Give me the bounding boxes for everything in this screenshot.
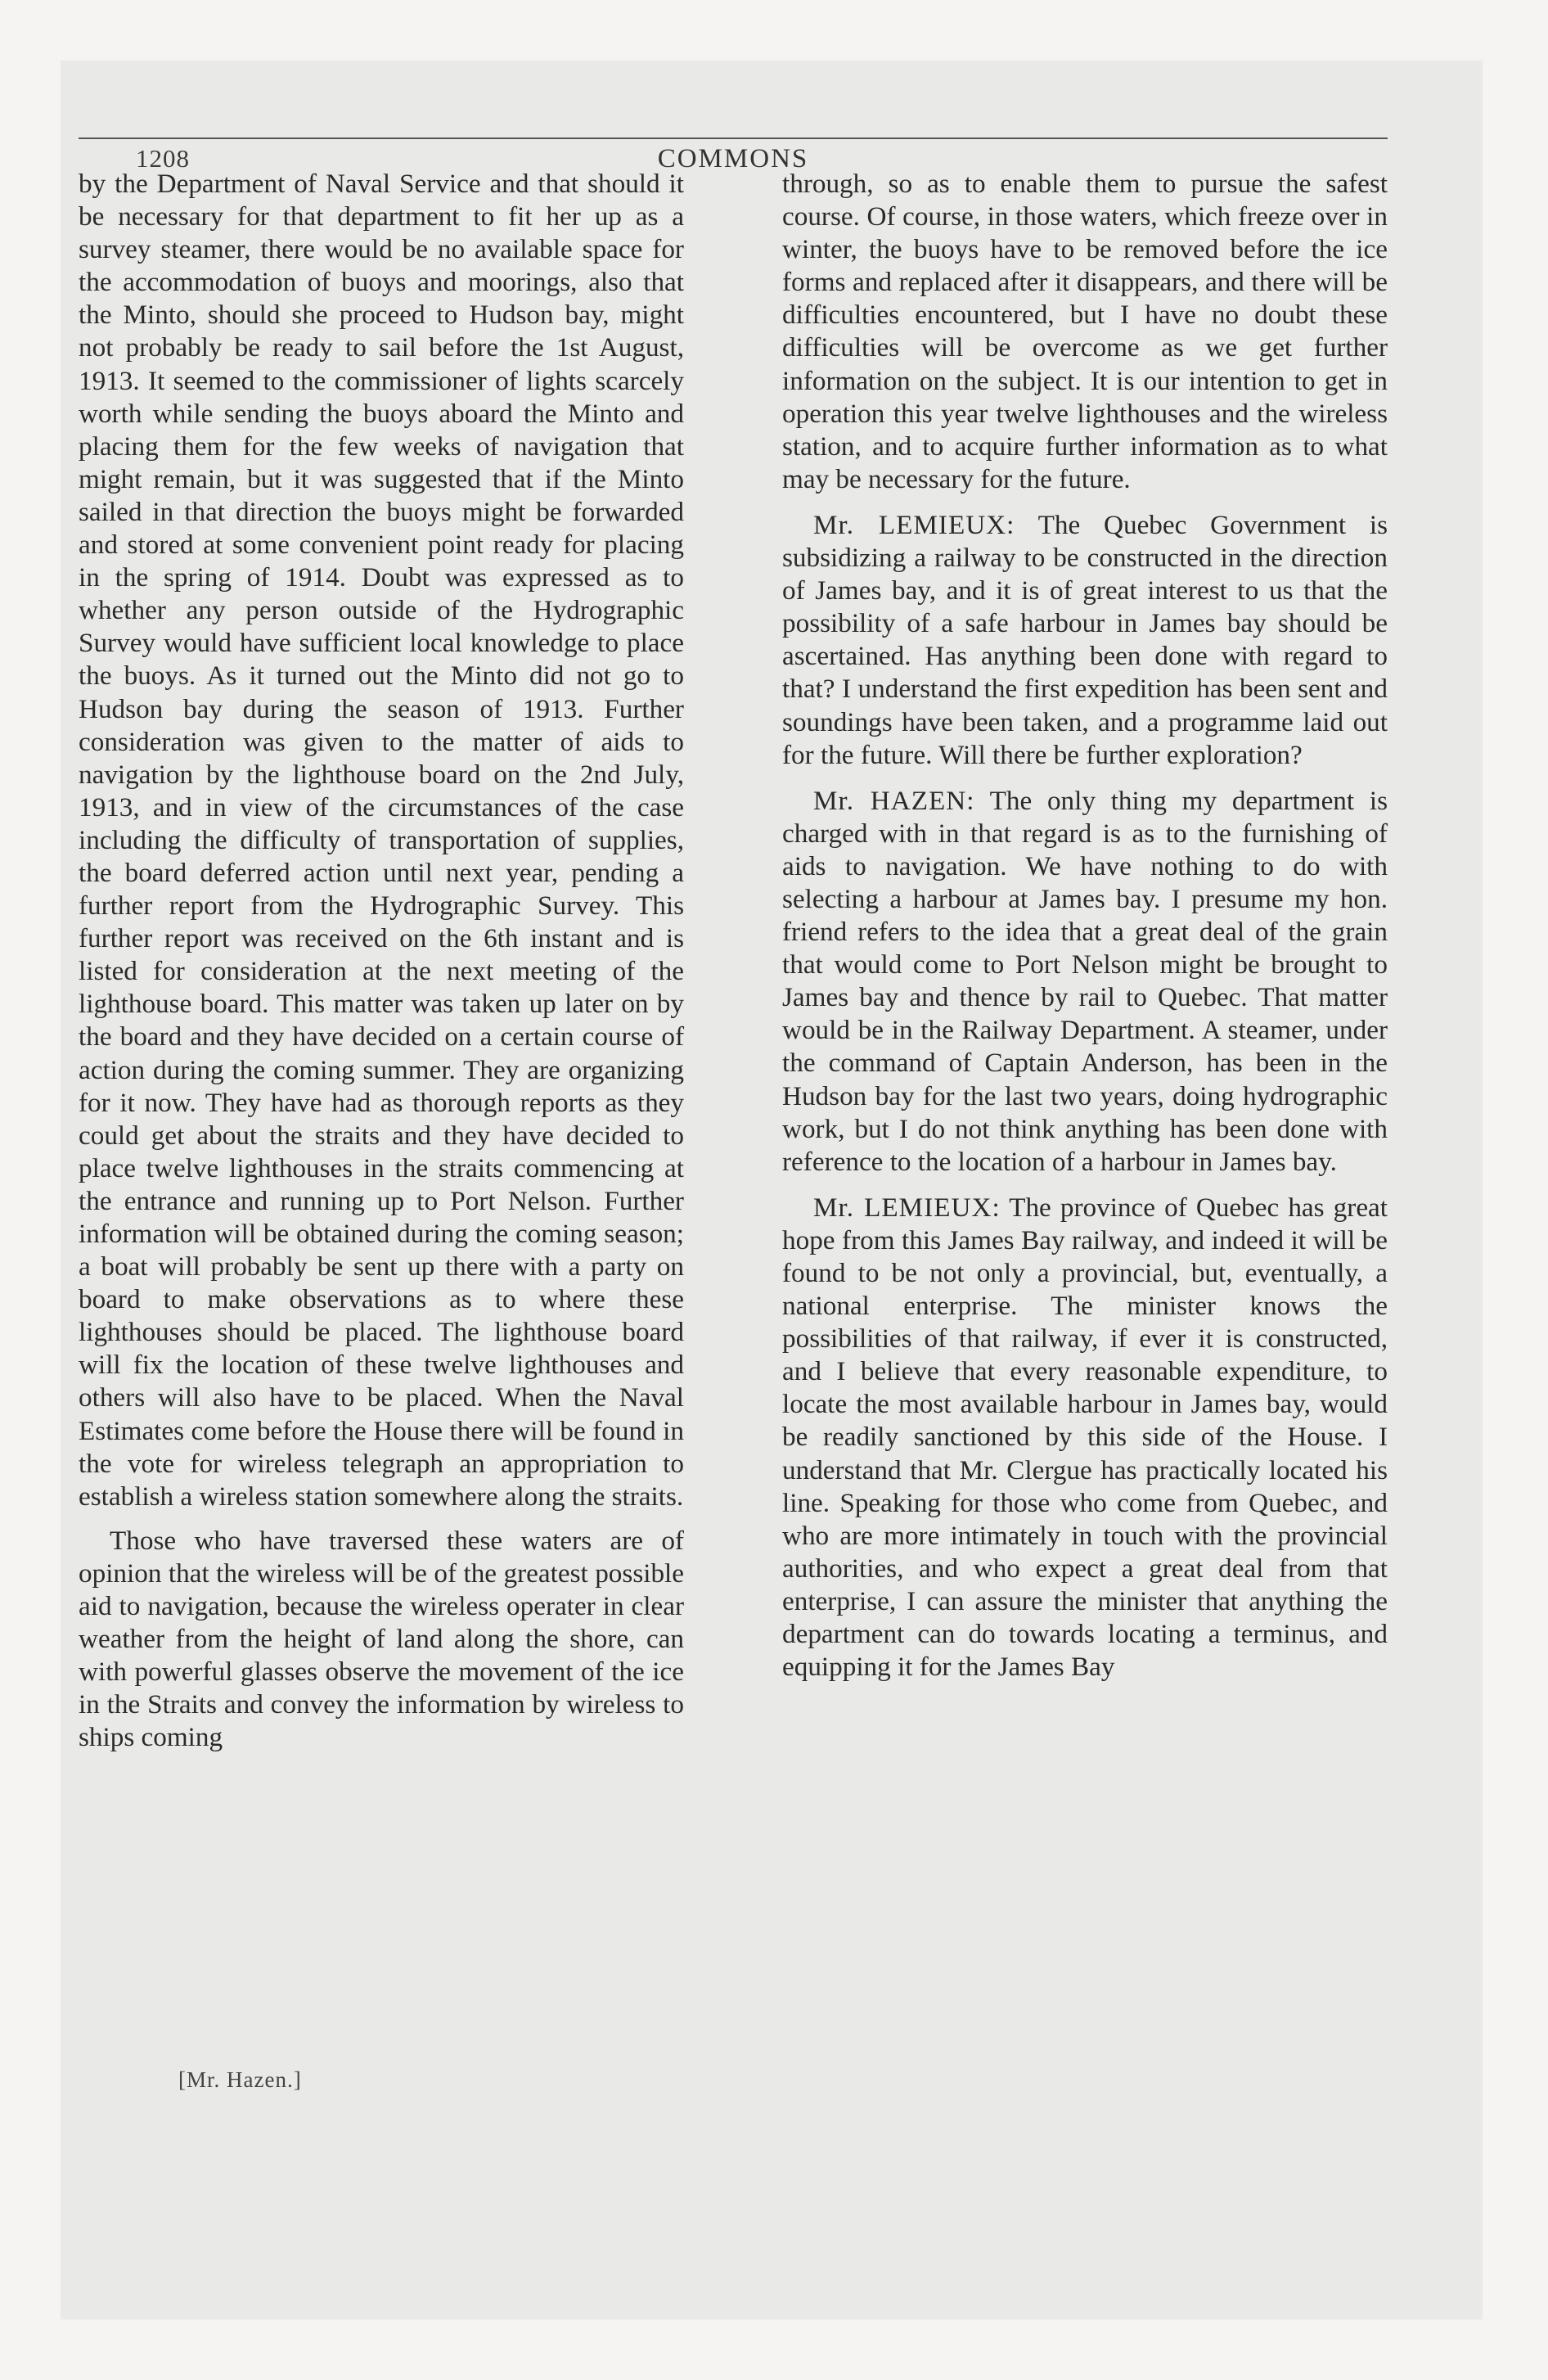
header-rule (79, 137, 1388, 139)
speech-lemieux-2 (782, 1192, 1388, 1684)
left-paragraph-1: by the Department of Naval Service and that should it be necessary for that department to fit her up as a survey steamer, there would be no available space for the accommodation of buoys and moorings, also that the Minto, should she proceed to Hudson bay, might not probably be ready to sail before the 1st August, 1913. It seemed to the commissioner of lights scarcely worth while sending the buoys aboard the Minto and placing them for the few weeks of navigation that might remain, but it was suggested that if the Minto sailed in that direction the buoys might be forwarded and stored at some convenient point ready for placing in the spring of 1914. Doubt was expressed as to whether any person outside of the Hydrographic Survey would have sufficient local knowledge to place the buoys. As it turned out the Minto did not go to Hudson bay during the season of 1913. Further consideration was given to the matter of aids to navigation by the lighthouse board on the 2nd July, 1913, and in view of the circumstances of the case including the difficulty of transportation of supplies, the board deferred action until next year, pending a further report from the Hydrographic Survey. This further report was received on the 6th instant and is listed for consideration at the next meeting of the lighthouse board. This matter was taken up later on by the board and they have decided on a certain course of action during the coming summer. They are organizing for it now. They have had as thorough reports as they could get about the straits and they have decided to place twelve lighthouses in the straits commencing at the entrance and running up to Port Nelson. Further information will be obtained during the coming season; a boat will probably be sent up there with a party on board to make observations as to where these lighthouses should be placed. The lighthouse board will fix the location of these twelve lighthouses and others will also have to be placed. When the Naval Estimates come before the House there will be found in the vote for wireless telegraph an appropriation to establish a wireless station somewhere along the straits. (79, 169, 684, 1512)
speech-lemieux-1 (782, 509, 1388, 772)
speech-hazen (782, 785, 1388, 1179)
speaker-name: Mr. LEMIEUX: (813, 1192, 1001, 1223)
speaker-name: Mr. HAZEN: (813, 785, 975, 816)
speech-text: The Quebec Government is subsidizing a railway to be constructed in the direction of James bay, and it is of great interest to us that the possibility of a safe harbour in James bay should be ascertained. Has anything been done with regard to that? I understand the first expedition has been sent and soundings have been taken, and a programme laid out for the future. Will there be further exploration? (782, 509, 1388, 770)
right-column (782, 168, 1388, 1684)
page-number: 1208 (136, 144, 190, 173)
right-paragraph-1: through, so as to enable them to pursue the safest course. Of course, in those waters, which freeze over in winter, the buoys have to be removed before the ice forms and replaced after it disappears, and there will be difficulties encountered, but I have no doubt these difficulties will be overcome as we get further information on the subject. It is our intention to get in operation this year twelve lighthouses and the wireless station, and to acquire further information as to what may be necessary for the future. (782, 169, 1388, 494)
speaker-name: Mr. LEMIEUX: (813, 509, 1015, 540)
speech-text: The province of Quebec has great hope from this James Bay railway, and indeed it will be found to be not only a provincial, but, eventually, a national enterprise. The minister knows the possibilities of that railway, if ever it is constructed, and I believe that every reasonable expenditure, to locate the most available harbour in James bay, would be readily sanctioned by this side of the House. I understand that Mr. Clergue has practically located his line. Speaking for those who come from Quebec, and who are more intimately in touch with the provincial authorities, and who expect a great deal from that enterprise, I can assure the minister that anything the department can do towards locating a terminus, and equipping it for the James Bay (782, 1192, 1388, 1683)
speech-text: The only thing my department is charged with in that regard is as to the furnishing of aids to navigation. We have nothing to do with selecting a harbour at James bay. I presume my hon. friend refers to the idea that a great deal of the grain that would come to Port Nelson might be brought to James bay and thence by rail to Quebec. That matter would be in the Railway Department. A steamer, under the command of Captain Anderson, has been in the Hudson bay for the last two years, doing hydrographic work, but I do not think anything has been done with reference to the location of a harbour in James bay. (782, 785, 1388, 1177)
speaker-attribution: [Mr. Hazen.] (178, 2067, 302, 2092)
left-column (79, 168, 684, 1755)
running-head: COMMONS (657, 144, 809, 174)
left-paragraph-2: Those who have traversed these waters are of opinion that the wireless will be of the greatest possible aid to navigation, because the wireless operater in clear weather from the height of land along the shore, can with powerful glasses observe the movement of the ice in the Straits and convey the information by wireless to ships coming (79, 1525, 684, 1753)
page-header (79, 79, 1388, 174)
